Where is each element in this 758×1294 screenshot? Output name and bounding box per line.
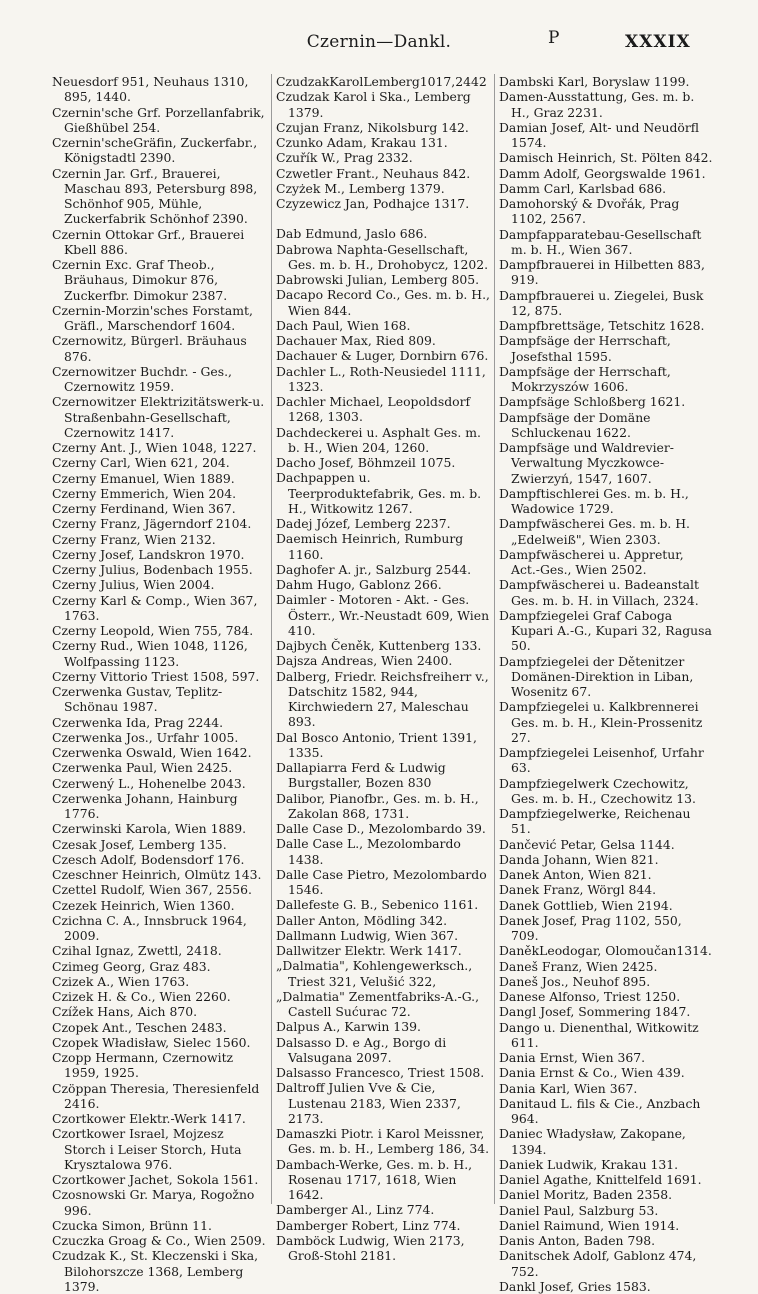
directory-entry: Czernin-Morzin'sches Forstamt, Gräfl., Marschendorf 1604. [52, 302, 253, 333]
column-right [494, 74, 717, 1294]
directory-entry: Czopek Ant., Teschen 2483. [52, 1019, 227, 1035]
directory-entry: Danek Anton, Wien 821. [499, 867, 652, 882]
directory-entry: Czernin Exc. Graf Theob., Bräuhaus, Dimokur 876, Zuckerfbr. Dimokur 2387. [52, 257, 228, 303]
directory-entry: Dalle Case D., Mezolombardo 39. [276, 821, 486, 836]
directory-entry: Daniek Ludwik, Krakau 131. [499, 1156, 679, 1172]
directory-entry: Dampfziegelwerke, Reichenau 51. [499, 806, 691, 837]
directory-entry: Czihal Ignaz, Zwettl, 2418. [52, 943, 222, 959]
directory-entry: Daniec Władysław, Zakopane, 1394. [499, 1126, 686, 1157]
directory-entry: Danek Franz, Wörgl 844. [499, 882, 657, 898]
directory-entry: Czerny Franz, Jägerndorf 2104. [52, 516, 252, 532]
directory-entry: Czerny Julius, Wien 2004. [52, 577, 215, 593]
directory-entry: Dallapiarra Ferd & Ludwig Burgstaller, Bozen 830 [276, 760, 446, 791]
directory-entry: Damisch Heinrich, St. Pölten 842. [499, 150, 713, 166]
directory-entry: Dania Karl, Wien 367. [499, 1080, 638, 1096]
directory-entry: Daniel Moritz, Baden 2358. [499, 1187, 673, 1203]
directory-entry: Dampfsäge der Domäne Schluckenau 1622. [499, 409, 651, 440]
directory-entry: Dampfwäscherei u. Appretur, Act.-Ges., Wien 2502. [499, 546, 684, 577]
directory-entry: Czettel Rudolf, Wien 367, 2556. [52, 882, 252, 898]
directory-entry: Czerny Emmerich, Wien 204. [52, 485, 237, 501]
directory-entry: Czortkower Israel, Mojzesz Storch i Leiser Storch, Huta Krysztalowa 976. [52, 1126, 242, 1172]
directory-entry: Czerwenka Johann, Hainburg 1776. [52, 790, 238, 821]
page-header [0, 22, 758, 62]
directory-entry: Czeschner Heinrich, Olmütz 143. [52, 867, 262, 882]
directory-entry: Czopp Hermann, Czernowitz 1959, 1925. [52, 1050, 234, 1081]
directory-entry: Czerny Julius, Bodenbach 1955. [52, 562, 253, 577]
directory-entry: Dango u. Dienenthal, Witkowitz 611. [499, 1019, 699, 1050]
directory-entry: Dampfziegelei Graf Caboga Kupari A.-G., Kupari 32, Ragusa 50. [499, 607, 712, 654]
directory-entry: Czerwený L., Hohenelbe 2043. [52, 775, 246, 791]
directory-entry: Czichna C. A., Innsbruck 1964, 2009. [52, 912, 247, 943]
directory-entry: Czerny Leopold, Wien 755, 784. [52, 623, 254, 638]
directory-entry: Czudzak K., St. Kleczenski i Ska, Bilohorszcze 1368, Lemberg 1379. [52, 1248, 259, 1294]
directory-entry: Czerny Carl, Wien 621, 204. [52, 455, 230, 471]
directory-entry: Dampfsäge und Waldrevier-Verwaltung Myczkowce-Zwierzyń, 1547, 1607. [499, 440, 674, 486]
directory-entry: Czernin'sche Grf. Porzellanfabrik, Gießhübel 254. [52, 104, 265, 135]
directory-entry: Dampfziegelei u. Kalkbrennerei Ges. m. b. H., Klein-Prossenitz 27. [499, 699, 703, 745]
directory-columns [48, 74, 718, 1294]
directory-entry: Czížek Hans, Aich 870. [52, 1004, 198, 1020]
directory-entry: Dallefeste G. B., Sebenico 1161. [276, 897, 479, 913]
directory-entry: Dalle Case L., Mezolombardo 1438. [276, 836, 461, 867]
directory-entry: Czernin'scheGräfin, Zuckerfabr., Königstadtl 2390. [52, 135, 258, 166]
directory-entry: Damm Carl, Karlsbad 686. [499, 180, 667, 196]
directory-entry: Damberger Robert, Linz 774. [276, 1217, 461, 1233]
directory-entry: Dallwitzer Elektr. Werk 1417. [276, 943, 462, 958]
directory-entry: Damm Adolf, Georgswalde 1961. [499, 165, 706, 181]
directory-entry: Dambski Karl, Boryslaw 1199. [499, 74, 690, 89]
directory-entry: Daimler - Motoren - Akt. - Ges. Österr., Wr.-Neustadt 609, Wien 410. [276, 592, 490, 638]
directory-entry: Dajbych Čeněk, Kuttenberg 133. [276, 638, 482, 653]
directory-entry: Danda Johann, Wien 821. [499, 851, 659, 867]
directory-entry: Czyzewicz Jan, Podhajce 1317. [276, 196, 470, 211]
directory-entry: Dampftischlerei Ges. m. b. H., Wadowice 1729. [499, 485, 689, 516]
directory-entry: Dalberg, Friedr. Reichsfreiherr v., Datschitz 1582, 944, Kirchwiedern 27, Maleschau 893. [276, 668, 489, 730]
directory-entry: Dampfbrettsäge, Tetschitz 1628. [499, 318, 705, 333]
directory-entry: Czerny Franz, Wien 2132. [52, 531, 216, 547]
page-number: XXXIX [625, 32, 691, 52]
directory-entry: Dampfwäscherei u. Badeanstalt Ges. m. b. H. in Villach, 2324. [499, 577, 699, 608]
directory-entry: Dania Ernst & Co., Wien 439. [499, 1065, 685, 1081]
directory-entry: Czerwinski Karola, Wien 1889. [52, 821, 247, 837]
directory-entry: Danek Josef, Prag 1102, 550, 709. [499, 912, 682, 943]
directory-entry: Dampfziegelei der Dětenitzer Domänen-Direktion in Liban, Wosenitz 67. [499, 653, 694, 699]
directory-entry: Czernowitz, Bürgerl. Bräuhaus 876. [52, 333, 247, 364]
directory-entry: Czopek Władisław, Sielec 1560. [52, 1034, 251, 1050]
directory-entry: Dalsasso Francesco, Triest 1508. [276, 1065, 485, 1080]
directory-entry: Czerny Ferdinand, Wien 367. [52, 501, 236, 516]
directory-entry: Dambach-Werke, Ges. m. b. H., Rosenau 1717, 1618, Wien 1642. [276, 1156, 473, 1202]
directory-entry: Damohorský & Dvořák, Prag 1102, 2567. [499, 196, 680, 227]
directory-entry: Dampfziegelei Leisenhof, Urfahr 63. [499, 745, 704, 776]
directory-entry: DaněkLeodogar, Olomoučan1314. [499, 943, 712, 959]
directory-entry: Dania Ernst, Wien 367. [499, 1050, 646, 1065]
directory-entry: Czudzak Karol i Ska., Lemberg 1379. [276, 89, 471, 120]
directory-entry: Czucka Simon, Brünn 11. [52, 1217, 212, 1233]
directory-entry: Daneš Franz, Wien 2425. [499, 958, 658, 974]
directory-entry: Damberger Al., Linz 774. [276, 1202, 435, 1218]
directory-entry: Danis Anton, Baden 798. [499, 1233, 656, 1248]
directory-entry: Czosnowski Gr. Marya, Rogožno 996. [52, 1187, 255, 1218]
directory-entry: Damian Josef, Alt- und Neudörfl 1574. [499, 119, 700, 150]
directory-entry: Neuesdorf 951, Neuhaus 1310, 895, 1440. [52, 74, 249, 105]
directory-entry: Daghofer A. jr., Salzburg 2544. [276, 561, 472, 577]
directory-entry: Czerwenka Ida, Prag 2244. [52, 714, 224, 730]
directory-entry: Czesch Adolf, Bodensdorf 176. [52, 851, 245, 867]
directory-entry: Czerny Karl & Comp., Wien 367, 1763. [52, 592, 258, 623]
directory-entry: Czöppan Theresia, Theresienfeld 2416. [52, 1080, 260, 1111]
directory-entry: Czerny Vittorio Triest 1508, 597. [52, 668, 260, 684]
directory-entry: Dampfapparatebau-Gesellschaft m. b. H., Wien 367. [499, 226, 702, 257]
directory-entry: Czimeg Georg, Graz 483. [52, 958, 211, 974]
directory-entry: Daneš Jos., Neuhof 895. [499, 973, 651, 989]
directory-entry: Czerwenka Jos., Urfahr 1005. [52, 729, 239, 745]
directory-entry: Dampfsäge Schloßberg 1621. [499, 394, 686, 410]
directory-entry: Danitschek Adolf, Gablonz 474, 752. [499, 1248, 697, 1279]
directory-entry: Dacapo Record Co., Ges. m. b. H., Wien 844. [276, 287, 490, 318]
directory-entry: Czerny Emanuel, Wien 1889. [52, 470, 235, 486]
directory-entry: Dachauer & Luger, Dornbirn 676. [276, 348, 489, 364]
directory-entry: Czerny Josef, Landskron 1970. [52, 546, 245, 562]
directory-entry: Danitaud L. fils & Cie., Anzbach 964. [499, 1095, 701, 1126]
directory-entry: Czesak Josef, Lemberg 135. [52, 836, 227, 852]
directory-entry: Dachler Michael, Leopoldsdorf 1268, 1303. [276, 394, 471, 425]
directory-entry: Czernin Ottokar Grf., Brauerei Kbell 886. [52, 226, 245, 257]
directory-entry: Czernowitzer Elektrizitätswerk-u. Straßenbahn-Gesellschaft, Czernowitz 1417. [52, 394, 265, 440]
page-title: Czernin—Dankl. [306, 32, 452, 52]
directory-entry: Dachpappen u. Teerproduktefabrik, Ges. m. b. H., Witkowitz 1267. [276, 470, 482, 516]
directory-entry: Dampfbrauerei in Hilbetten 883, 919. [499, 257, 705, 288]
directory-entry: Dajsza Andreas, Wien 2400. [276, 653, 453, 669]
directory-entry: Czerny Ant. J., Wien 1048, 1227. [52, 440, 257, 455]
directory-entry: Dadej Józef, Lemberg 2237. [276, 516, 451, 531]
directory-entry: Czunko Adam, Krakau 131. [276, 135, 448, 150]
directory-entry: Dalsasso D. e Ag., Borgo di Valsugana 2097. [276, 1034, 447, 1065]
directory-entry: Dabrowski Julian, Lemberg 805. [276, 272, 480, 287]
directory-entry: Daniel Raimund, Wien 1914. [499, 1217, 680, 1233]
directory-entry: Daller Anton, Mödling 342. [276, 912, 448, 928]
directory-entry: Daniel Agathe, Knittelfeld 1691. [499, 1172, 702, 1187]
directory-entry: „Dalmatia", Kohlengewerksch., Triest 321, Velušić 322, [276, 958, 473, 989]
page-mark: P [548, 28, 560, 48]
directory-entry: Dalpus A., Karwin 139. [276, 1019, 421, 1035]
directory-entry: Dachler L., Roth-Neusiedel 1111, 1323. [276, 363, 486, 394]
directory-entry: Dangl Josef, Sommering 1847. [499, 1004, 691, 1020]
directory-entry: Dach Paul, Wien 168. [276, 317, 411, 333]
directory-entry: Czortkower Jachet, Sokola 1561. [52, 1172, 259, 1187]
directory-entry: Dabrowa Naphta-Gesellschaft, Ges. m. b. H., Drohobycz, 1202. [276, 241, 489, 272]
directory-entry: Dallmann Ludwig, Wien 367. [276, 927, 459, 943]
directory-entry: Dampfziegelwerk Czechowitz, Ges. m. b. H., Czechowitz 13. [499, 775, 696, 806]
column-left [48, 74, 271, 1294]
directory-entry: Dalle Case Pietro, Mezolombardo 1546. [276, 866, 487, 897]
directory-entry: Dampfwäscherei Ges. m. b. H. „Edelweiß", Wien 2303. [499, 516, 690, 547]
directory-entry: Czizek H. & Co., Wien 2260. [52, 989, 231, 1004]
directory-entry: Czerwenka Paul, Wien 2425. [52, 760, 233, 776]
directory-entry: Dalibor, Pianofbr., Ges. m. b. H., Zakolan 868, 1731. [276, 790, 479, 821]
directory-entry: Danek Gottlieb, Wien 2194. [499, 897, 673, 913]
directory-entry: Dal Bosco Antonio, Trient 1391, 1335. [276, 729, 477, 760]
directory-entry: Czerny Rud., Wien 1048, 1126, Wolfpassing 1123. [52, 638, 248, 669]
directory-entry: Czerwenka Oswald, Wien 1642. [52, 745, 252, 760]
directory-entry: Czernowitzer Buchdr. - Ges., Czernowitz 1959. [52, 363, 232, 394]
directory-entry: Daniel Paul, Salzburg 53. [499, 1202, 659, 1218]
directory-entry: Czernin Jar. Grf., Brauerei, Maschau 893, Petersburg 898, Schönhof 905, Mühle, Zuckerfabrik Schönhof 2390. [52, 165, 258, 227]
directory-entry: Dampfbrauerei u. Ziegelei, Busk 12, 875. [499, 287, 704, 318]
directory-entry: Czizek A., Wien 1763. [52, 973, 190, 989]
directory-entry: Dacho Josef, Böhmzeil 1075. [276, 455, 456, 470]
directory-entry: Dampfsäge der Herrschaft, Josefsthal 1595. [499, 333, 671, 364]
directory-entry: Czyżek M., Lemberg 1379. [276, 180, 445, 196]
directory-entry: Dampfsäge der Herrschaft, Mokrzyszów 1606. [499, 363, 671, 394]
directory-entry: Dab Edmund, Jaslo 686. [276, 226, 428, 242]
directory-entry: „Dalmatia" Zementfabriks-A.-G., Castell Sućurac 72. [276, 988, 480, 1019]
directory-entry: Daltroff Julien Vve & Cie, Lustenau 2183, Wien 2337, 2173. [276, 1080, 461, 1126]
directory-entry: Dankl Josef, Gries 1583. [499, 1278, 651, 1294]
directory-entry: Dachauer Max, Ried 809. [276, 333, 436, 348]
directory-entry: Damböck Ludwig, Wien 2173, Groß-Stohl 2181. [276, 1232, 465, 1263]
directory-entry: Czortkower Elektr.-Werk 1417. [52, 1111, 246, 1126]
directory-entry: Dahm Hugo, Gablonz 266. [276, 577, 442, 592]
directory-entry: CzudzakKarolLemberg1017,2442 [276, 74, 487, 89]
directory-entry: Czuřík W., Prag 2332. [276, 150, 413, 166]
directory-entry: Daemisch Heinrich, Rumburg 1160. [276, 531, 464, 562]
directory-entry: Damen-Ausstattung, Ges. m. b. H., Graz 2231. [499, 89, 695, 120]
directory-entry: Czerwenka Gustav, Teplitz-Schönau 1987. [52, 684, 223, 715]
directory-entry: Czezek Heinrich, Wien 1360. [52, 897, 235, 913]
directory-entry: Danese Alfonso, Triest 1250. [499, 989, 681, 1004]
column-middle [271, 74, 494, 1263]
directory-entry: Dančević Petar, Gelsa 1144. [499, 836, 675, 852]
directory-entry: Czuczka Groag & Co., Wien 2509. [52, 1233, 266, 1248]
directory-entry: Damaszki Piotr. i Karol Meissner, Ges. m. b. H., Lemberg 186, 34. [276, 1126, 490, 1157]
directory-entry: Dachdeckerei u. Asphalt Ges. m. b. H., Wien 204, 1260. [276, 424, 481, 455]
directory-entry: Czwetler Frant., Neuhaus 842. [276, 165, 471, 181]
directory-entry: Czujan Franz, Nikolsburg 142. [276, 119, 469, 135]
